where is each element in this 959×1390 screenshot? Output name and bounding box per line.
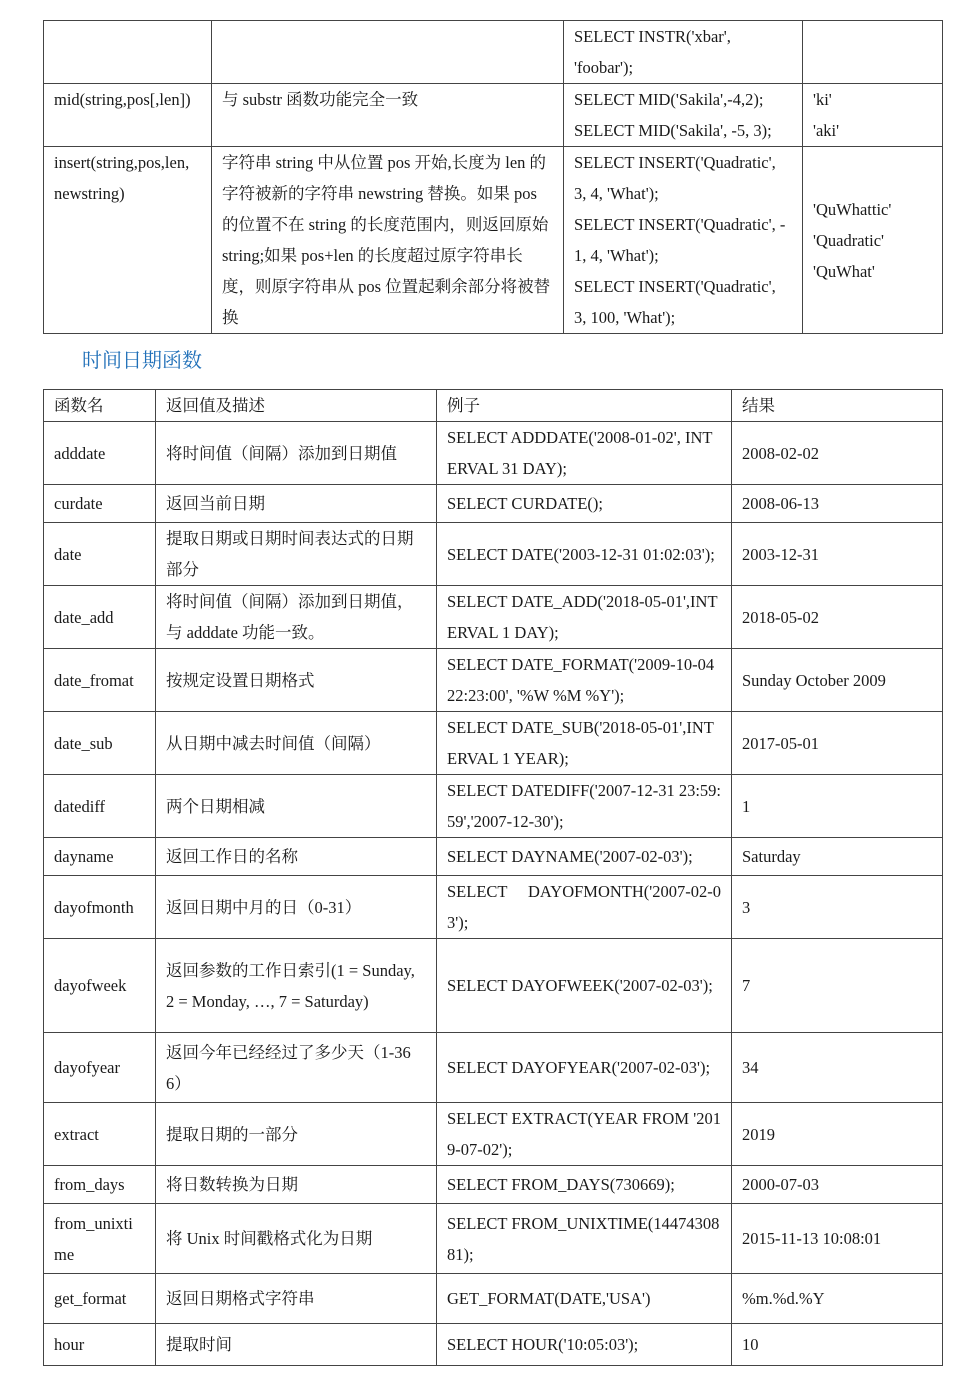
description-cell: 返回日期格式字符串	[156, 1274, 437, 1324]
description-cell: 将 Unix 时间戳格式化为日期	[156, 1204, 437, 1274]
table-header-row	[44, 390, 943, 422]
result-line: 'QuWhat'	[813, 261, 875, 281]
description-cell: 字符串 string 中从位置 pos 开始,长度为 len 的字符被新的字符串 newstring 替换。如果 pos 的位置不在 string 的长度范围内，则返回原始 string;如果 pos+len 的长度超过原字符串长度，则原字符串从 pos 位置起剩余部分将被替换	[212, 147, 564, 334]
function-name-cell: dayofyear	[44, 1033, 156, 1103]
example-line: SELECT MID('Sakila',-4,2);	[574, 90, 764, 109]
result-cell: 2008-02-02	[732, 422, 943, 485]
table-row	[44, 21, 943, 84]
result-cell: 2019	[732, 1103, 943, 1166]
function-name-cell: date_fromat	[44, 649, 156, 712]
table-row	[44, 939, 943, 1033]
result-cell: 34	[732, 1033, 943, 1103]
function-name-cell: mid(string,pos[,len])	[44, 84, 212, 147]
result-cell: 10	[732, 1324, 943, 1366]
table-row	[44, 586, 943, 649]
example-cell: SELECT DAYOFWEEK('2007-02-03');	[437, 939, 732, 1033]
description-cell: 将日数转换为日期	[156, 1166, 437, 1204]
result-cell: 7	[732, 939, 943, 1033]
example-cell: SELECT DATE_ADD('2018-05-01',INTERVAL 1 DAY);	[437, 586, 732, 649]
table-row	[44, 838, 943, 876]
table-row	[44, 485, 943, 523]
result-cell: Saturday	[732, 838, 943, 876]
function-name-cell: get_format	[44, 1274, 156, 1324]
function-name-cell: curdate	[44, 485, 156, 523]
column-header: 结果	[732, 390, 943, 422]
section-heading: 时间日期函数	[82, 348, 202, 372]
result-cell: 1	[732, 775, 943, 838]
function-name-cell: date_add	[44, 586, 156, 649]
result-cell: 3	[732, 876, 943, 939]
result-line: 'Quadratic'	[813, 230, 884, 250]
table-row	[44, 147, 943, 334]
result-line: 'ki'	[813, 90, 832, 109]
result-cell: 2017-05-01	[732, 712, 943, 775]
description-cell: 返回参数的工作日索引(1 = Sunday, 2 = Monday, …, 7 = Saturday)	[156, 939, 437, 1033]
function-name-cell: dayname	[44, 838, 156, 876]
description-cell: 返回工作日的名称	[156, 838, 437, 876]
example-line: SELECT INSERT('Quadratic', 3, 4, 'What');	[574, 153, 776, 203]
result-cell: %m.%d.%Y	[732, 1274, 943, 1324]
description-cell: 提取日期的一部分	[156, 1103, 437, 1166]
table-row	[44, 422, 943, 485]
function-name-cell: insert(string,pos,len, newstring)	[44, 147, 212, 334]
example-line: 'foobar');	[574, 58, 634, 77]
result-cell: 2003-12-31	[732, 523, 943, 586]
table-row	[44, 1204, 943, 1274]
function-name-cell: datediff	[44, 775, 156, 838]
function-name-cell: date	[44, 523, 156, 586]
example-cell	[564, 84, 803, 147]
column-header: 返回值及描述	[156, 390, 437, 422]
function-name-cell: hour	[44, 1324, 156, 1366]
example-cell: SELECT DATE_FORMAT('2009-10-04 22:23:00', '%W %M %Y');	[437, 649, 732, 712]
example-cell	[564, 147, 803, 334]
description-cell	[212, 21, 564, 84]
example-cell: SELECT EXTRACT(YEAR FROM '2019-07-02');	[437, 1103, 732, 1166]
function-name-cell: extract	[44, 1103, 156, 1166]
example-cell: SELECT DATE_SUB('2018-05-01',INTERVAL 1 YEAR);	[437, 712, 732, 775]
date-functions-table	[43, 389, 943, 1366]
description-cell: 将时间值（间隔）添加到日期值	[156, 422, 437, 485]
table-row	[44, 876, 943, 939]
example-cell: GET_FORMAT(DATE,'USA')	[437, 1274, 732, 1324]
result-cell: 2008-06-13	[732, 485, 943, 523]
example-line: SELECT INSERT('Quadratic', 3, 100, 'What');	[574, 277, 776, 327]
description-cell: 提取时间	[156, 1324, 437, 1366]
result-cell	[803, 21, 943, 84]
result-cell: 2000-07-03	[732, 1166, 943, 1204]
string-functions-table	[43, 20, 943, 334]
function-name-cell: date_sub	[44, 712, 156, 775]
example-cell: SELECT HOUR('10:05:03');	[437, 1324, 732, 1366]
result-cell: Sunday October 2009	[732, 649, 943, 712]
description-cell: 返回日期中月的日（0-31）	[156, 876, 437, 939]
result-cell: 2015-11-13 10:08:01	[732, 1204, 943, 1274]
table-row	[44, 649, 943, 712]
table-row	[44, 84, 943, 147]
column-header: 例子	[437, 390, 732, 422]
description-cell: 按规定设置日期格式	[156, 649, 437, 712]
example-cell: SELECT CURDATE();	[437, 485, 732, 523]
column-header: 函数名	[44, 390, 156, 422]
function-name-cell: dayofmonth	[44, 876, 156, 939]
description-cell: 将时间值（间隔）添加到日期值，与 adddate 功能一致。	[156, 586, 437, 649]
example-line: SELECT INSTR('xbar',	[574, 27, 731, 46]
description-cell: 返回今年已经经过了多少天（1-366）	[156, 1033, 437, 1103]
table-row	[44, 1274, 943, 1324]
function-name-cell: from_unixtime	[44, 1204, 156, 1274]
example-cell: SELECT DATE('2003-12-31 01:02:03');	[437, 523, 732, 586]
description-cell: 与 substr 函数功能完全一致	[212, 84, 564, 147]
result-cell: 2018-05-02	[732, 586, 943, 649]
table-row	[44, 523, 943, 586]
example-cell: SELECT FROM_UNIXTIME(1447430881);	[437, 1204, 732, 1274]
table-row	[44, 1166, 943, 1204]
example-cell: SELECT DAYOFMONTH('2007-02-03');	[437, 876, 732, 939]
example-cell	[564, 21, 803, 84]
example-cell: SELECT DAYOFYEAR('2007-02-03');	[437, 1033, 732, 1103]
example-line: SELECT INSERT('Quadratic', -1, 4, 'What');	[574, 215, 786, 265]
description-cell: 两个日期相减	[156, 775, 437, 838]
table-row	[44, 1033, 943, 1103]
table-row	[44, 775, 943, 838]
table-row	[44, 712, 943, 775]
function-name-cell: from_days	[44, 1166, 156, 1204]
description-cell: 提取日期或日期时间表达式的日期部分	[156, 523, 437, 586]
table-row	[44, 1324, 943, 1366]
description-cell: 返回当前日期	[156, 485, 437, 523]
example-cell: SELECT DATEDIFF('2007-12-31 23:59:59','2007-12-30');	[437, 775, 732, 838]
result-cell	[803, 84, 943, 147]
example-cell: SELECT DAYNAME('2007-02-03');	[437, 838, 732, 876]
example-cell: SELECT ADDDATE('2008-01-02', INTERVAL 31 DAY);	[437, 422, 732, 485]
table-row	[44, 1103, 943, 1166]
description-cell: 从日期中减去时间值（间隔）	[156, 712, 437, 775]
example-line: SELECT MID('Sakila', -5, 3);	[574, 121, 772, 140]
function-name-cell	[44, 21, 212, 84]
example-cell: SELECT FROM_DAYS(730669);	[437, 1166, 732, 1204]
result-line: 'QuWhattic'	[813, 199, 892, 219]
function-name-cell: adddate	[44, 422, 156, 485]
result-cell	[803, 147, 943, 334]
result-line: 'aki'	[813, 121, 840, 140]
function-name-cell: dayofweek	[44, 939, 156, 1033]
